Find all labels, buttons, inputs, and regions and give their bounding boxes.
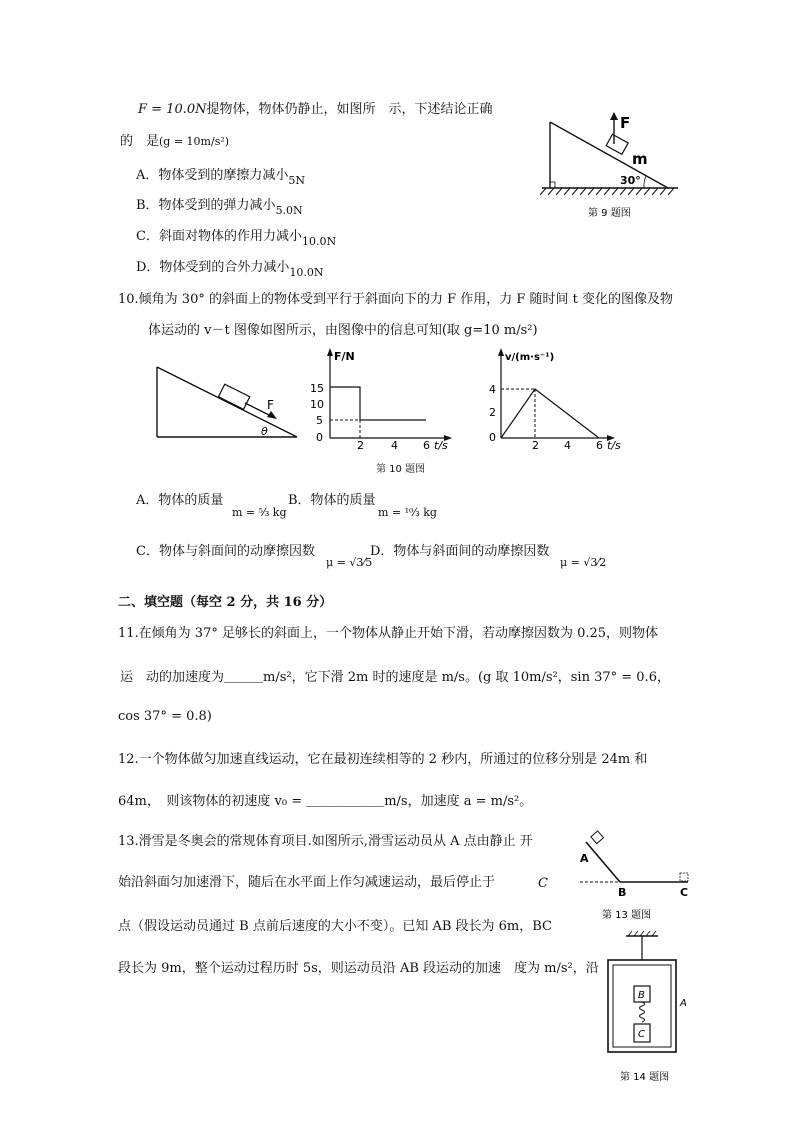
f-graph-ytick-15: 15	[310, 382, 324, 395]
v-graph-xlabel: t/s	[607, 439, 621, 452]
v-graph-xtick-6: 6	[596, 439, 603, 452]
q9-line2	[120, 130, 229, 149]
option-label: B．物体受到的弹力减小	[136, 198, 276, 213]
v-graph-ytick-0: 0	[489, 431, 496, 444]
q9-line2-pre: 的 是	[120, 134, 160, 149]
section-2-title: 二、填空题（每空 2 分，共 16 分）	[118, 595, 333, 610]
figure-14-label-b: B	[638, 990, 645, 1001]
figure-10-incline	[155, 365, 305, 445]
f-graph-xtick-6: 6	[423, 439, 430, 452]
q10-option-a-value: m = ⁵⁄₃ kg	[232, 506, 287, 519]
figure-14-label-c: C	[638, 1029, 645, 1040]
v-graph-ylabel: v/(m·s⁻¹)	[505, 352, 555, 363]
q10-option-d: D．物体与斜面间的动摩擦因数	[370, 544, 550, 559]
q13-line3: 点（假设运动员通过 B 点前后速度的大小不变）。已知 AB 段长为 6m，BC	[118, 919, 552, 934]
option-value: 5.0N	[275, 204, 303, 217]
option-label: C．斜面对物体的作用力减小	[136, 229, 302, 244]
q9-option-d	[136, 256, 324, 279]
q9-option-b	[136, 194, 303, 217]
q11-line2: 运 动的加速度为＿＿＿m/s²，它下滑 2m 时的速度是 m/s。(g 取 10m/s²，sin 37° = 0.6，	[120, 670, 670, 685]
figure-9-mass-label: m	[632, 150, 648, 168]
q9-formula-f: F = 10.0N	[138, 102, 207, 117]
f-graph-ytick-5: 5	[316, 414, 323, 427]
q9-line1-text: 提物体，物体仍静止，如图所 示，下述结论正确	[206, 102, 493, 117]
figure-13-label-a: A	[580, 852, 589, 865]
f-graph-ytick-10: 10	[310, 398, 324, 411]
option-value: 10.0N	[289, 266, 324, 279]
figure-10-angle-label: θ	[261, 425, 268, 438]
figure-14-label-a: A	[680, 998, 687, 1009]
v-graph-xtick-4: 4	[564, 439, 571, 452]
option-label: A．物体受到的摩擦力减小	[136, 168, 289, 183]
q13-line4: 段长为 9m，整个运动过程历时 5s，则运动员沿 AB 段运动的加速 度为 m/s²，沿	[118, 961, 599, 976]
figure-10-force-label: F	[267, 398, 274, 412]
q10-option-c-value: μ = √3⁄5	[326, 556, 373, 569]
option-value: 5N	[288, 174, 306, 187]
v-graph-xtick-2: 2	[532, 439, 539, 452]
f-graph-xtick-2: 2	[357, 439, 364, 452]
q10-option-c: C．物体与斜面间的动摩擦因数	[136, 544, 315, 559]
figure-10-f-t-graph	[306, 348, 466, 450]
figure-10-v-t-graph	[483, 348, 643, 450]
v-graph-ytick-2: 2	[489, 406, 496, 419]
q9-option-c	[136, 225, 337, 248]
figure-13-caption: 第 13 题图	[602, 910, 652, 921]
f-graph-ytick-0: 0	[316, 431, 323, 444]
q9-line1	[138, 98, 493, 117]
option-value: 10.0N	[301, 235, 337, 248]
figure-13-slope	[576, 832, 696, 922]
q9-option-a	[136, 164, 306, 187]
q12-line2: 64m， 则该物体的初速度 v₀ = ＿＿＿＿＿＿m/s，加速度 a = m/s²。	[118, 794, 533, 809]
q13-line2-end: C	[538, 876, 548, 891]
figure-9-caption: 第 9 题图	[588, 208, 631, 219]
q10-line2: 体运动的 v－t 图像如图所示，由图像中的信息可知(取 g=10 m/s²)	[148, 323, 538, 338]
q10-line1: 10.倾角为 30° 的斜面上的物体受到平行于斜面向下的力 F 作用，力 F 随时间 t 变化的图像及物	[118, 292, 674, 307]
q13-line2: 始沿斜面匀加速滑下，随后在水平面上作匀减速运动，最后停止于	[118, 875, 496, 890]
q11-line3: cos 37° = 0.8)	[118, 709, 212, 724]
figure-10-caption: 第 10 题图	[376, 464, 426, 475]
figure-9-angle-label: 30°	[620, 174, 641, 187]
option-label: D．物体受到的合外力减小	[136, 260, 290, 275]
f-graph-xlabel: t/s	[434, 439, 448, 452]
figure-13-label-b: B	[618, 886, 627, 899]
q10-option-d-value: μ = √3⁄2	[560, 556, 607, 569]
figure-9-force-label: F	[620, 114, 631, 132]
q12-line1: 12.一个物体做匀加速直线运动，它在最初连续相等的 2 秒内，所通过的位移分别是 24m 和	[118, 752, 648, 767]
figure-14-caption: 第 14 题图	[620, 1072, 670, 1083]
q10-option-a: A．物体的质量	[136, 493, 224, 508]
q9-line2-formula: (g = 10m/s²)	[159, 135, 230, 148]
q11-line1: 11.在倾角为 37° 足够长的斜面上，一个物体从静止开始下滑，若动摩擦因数为 0.25，则物体	[118, 626, 659, 641]
figure-14-elevator	[600, 928, 700, 1086]
f-graph-ylabel: F/N	[334, 350, 355, 363]
f-graph-xtick-4: 4	[391, 439, 398, 452]
figure-13-label-c: C	[680, 886, 689, 899]
figure-9-incline	[540, 108, 690, 223]
q10-option-b: B．物体的质量	[288, 493, 376, 508]
q10-option-b-value: m = ¹⁰⁄₃ kg	[378, 506, 437, 519]
q13-line1: 13.滑雪是冬奥会的常规体育项目.如图所示,滑雪运动员从 A 点由静止 开	[118, 834, 533, 849]
v-graph-ytick-4: 4	[489, 383, 496, 396]
